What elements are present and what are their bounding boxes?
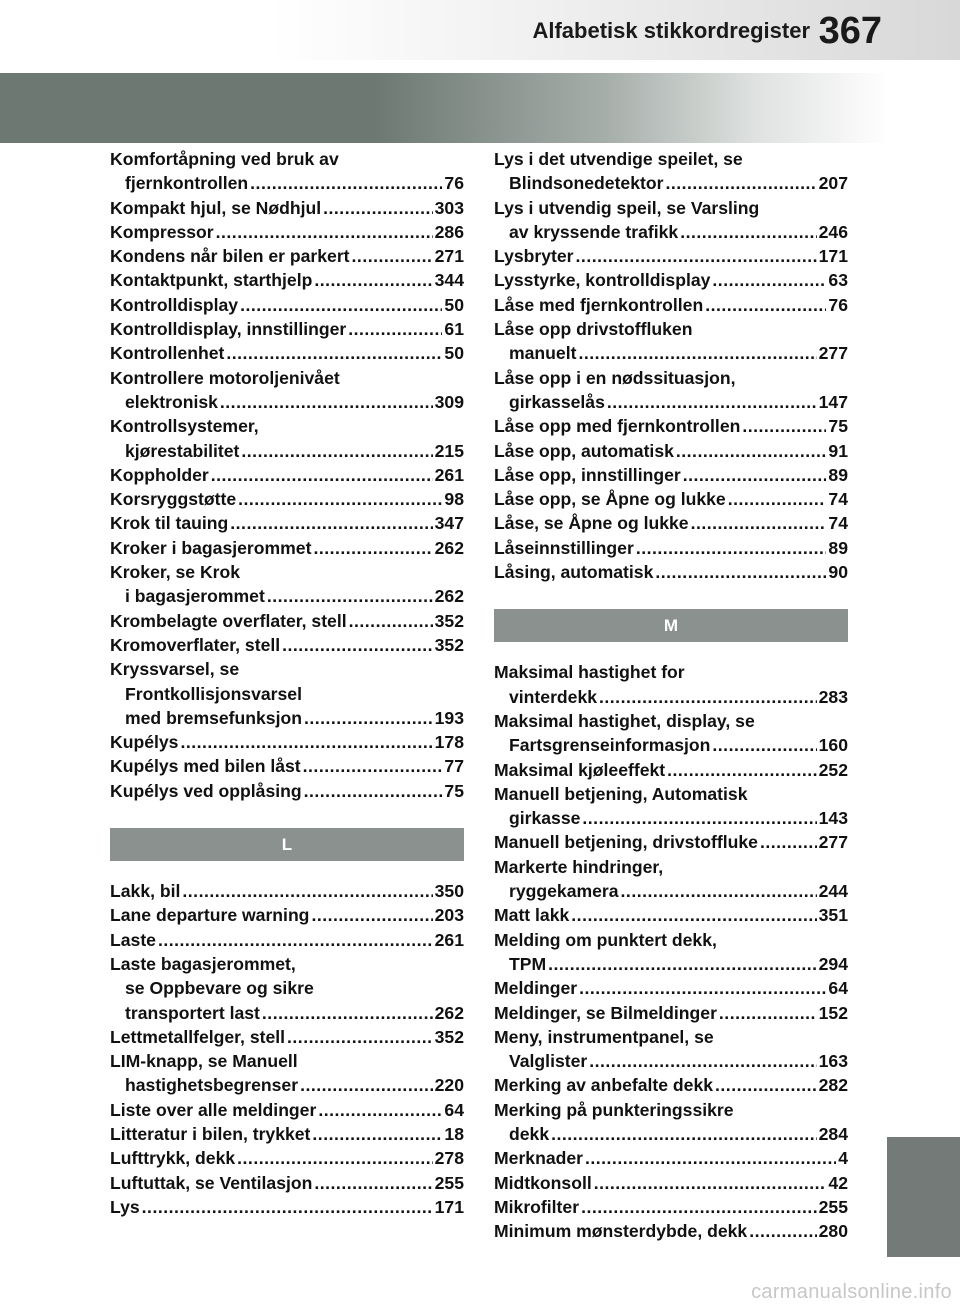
entry-text: av kryssende trafikk	[509, 221, 679, 242]
entry-text: Kontrolldisplay, innstillinger	[110, 319, 347, 340]
entry-page-number: 277	[818, 832, 848, 853]
dot-leader	[230, 511, 432, 535]
entry-page-number: 74	[828, 513, 848, 534]
index-entry	[494, 1001, 848, 1025]
entry-text: Merknader	[494, 1148, 583, 1169]
entry-text: Kroker, se Krok	[110, 562, 241, 583]
index-entry	[110, 220, 464, 244]
dot-leader	[691, 511, 827, 535]
entry-page-number: 352	[434, 1026, 464, 1047]
dot-leader	[589, 1049, 816, 1073]
entry-page-number: 75	[828, 416, 848, 437]
dot-leader	[180, 730, 432, 754]
index-entry	[110, 341, 464, 365]
entry-text: Låse, se Åpne og lukke	[494, 513, 689, 534]
dot-leader	[314, 1171, 432, 1195]
entry-page-number: 244	[818, 881, 848, 902]
dot-leader	[226, 341, 442, 365]
entry-text: Meny, instrumentpanel, se	[494, 1026, 714, 1047]
entry-page-number: 76	[444, 173, 464, 194]
index-entry	[110, 1171, 464, 1195]
dot-leader	[267, 584, 433, 608]
entry-page-number: 220	[434, 1075, 464, 1096]
entry-page-number: 282	[818, 1075, 848, 1096]
index-entry	[494, 903, 848, 927]
dot-leader	[728, 487, 827, 511]
entry-text: Låse opp, innstillinger	[494, 464, 681, 485]
dot-leader	[581, 1195, 817, 1219]
entry-text: Maksimal hastighet, display, se	[494, 710, 755, 731]
index-entry	[494, 1098, 848, 1147]
dot-leader	[582, 806, 816, 830]
index-entry	[494, 976, 848, 1000]
dot-leader	[312, 1122, 442, 1146]
index-entry	[494, 1195, 848, 1219]
dot-leader	[348, 317, 442, 341]
entry-text: Kontrollsystemer,	[110, 416, 259, 437]
dot-leader	[282, 633, 433, 657]
entry-page-number: 271	[434, 246, 464, 267]
dot-leader	[313, 536, 432, 560]
entry-page-number: 75	[444, 780, 464, 801]
section-header: L	[110, 828, 464, 861]
entry-page-number: 215	[434, 440, 464, 461]
entry-text: Kontaktpunkt, starthjelp	[110, 270, 313, 291]
entry-page-number: 64	[444, 1099, 464, 1120]
index-entry	[494, 1073, 848, 1097]
index-entry	[494, 1219, 848, 1243]
index-entry	[494, 1171, 848, 1195]
entry-text: Komfortåpning ved bruk av	[110, 149, 339, 169]
entry-page-number: 50	[444, 343, 464, 364]
entry-text: Laste bagasjerommet,	[110, 953, 296, 974]
entry-page-number: 203	[434, 905, 464, 926]
entry-text: hastighetsbegrenser	[125, 1075, 299, 1096]
dot-leader	[318, 1098, 442, 1122]
index-column-left	[110, 147, 464, 1219]
entry-page-number: 352	[434, 634, 464, 655]
entry-text: fjernkontrollen	[125, 173, 249, 194]
index-column-right	[494, 147, 848, 1243]
index-entry	[110, 609, 464, 633]
watermark: carmanualsonline.info	[751, 1281, 952, 1303]
entry-text: elektronisk	[125, 391, 218, 412]
dot-leader	[216, 220, 433, 244]
index-entry	[110, 1146, 464, 1170]
index-entry	[494, 855, 848, 904]
dot-leader	[220, 390, 433, 414]
entry-text: Kupélys ved opplåsing	[110, 780, 302, 801]
entry-text: Matt lakk	[494, 905, 570, 926]
entry-text: Kontrollere motoroljenivået	[110, 367, 340, 388]
entry-text: Meldinger	[494, 978, 578, 999]
entry-text: Krombelagte overflater, stell	[110, 610, 347, 631]
entry-page-number: 352	[434, 610, 464, 631]
entry-text: Låse opp i en nødssituasjon,	[494, 367, 736, 388]
dot-leader	[571, 903, 816, 927]
section-thumb-tab	[887, 1137, 960, 1257]
index-entry	[110, 414, 464, 463]
dot-leader	[551, 1122, 817, 1146]
entry-page-number: 98	[444, 489, 464, 510]
entry-text: Kontrolldisplay	[110, 294, 239, 315]
dot-leader	[323, 196, 433, 220]
entry-page-number: 90	[828, 562, 848, 583]
dot-leader	[142, 1195, 433, 1219]
entry-page-number: 91	[828, 440, 848, 461]
entry-page-number: 309	[434, 391, 464, 412]
dot-leader	[576, 244, 817, 268]
entry-text: Kromoverflater, stell	[110, 634, 281, 655]
entry-page-number: 160	[818, 735, 848, 756]
dot-leader	[636, 536, 827, 560]
dot-leader	[680, 220, 816, 244]
index-entry	[110, 903, 464, 927]
entry-page-number: 74	[828, 489, 848, 510]
entry-text: Låse opp, automatisk	[494, 440, 674, 461]
index-entry	[494, 487, 848, 511]
entry-text: Koppholder	[110, 464, 209, 485]
dot-leader	[667, 758, 817, 782]
entry-text: Lakk, bil	[110, 881, 181, 902]
index-entry	[110, 293, 464, 317]
entry-text: Kupélys	[110, 732, 179, 753]
dot-leader	[314, 268, 432, 292]
entry-text: Mikrofilter	[494, 1196, 580, 1217]
index-entry	[494, 782, 848, 831]
index-entry	[494, 928, 848, 977]
entry-page-number: 76	[828, 294, 848, 315]
dot-leader	[349, 609, 433, 633]
entry-text: Låseinnstillinger	[494, 537, 634, 558]
entry-page-number: 262	[434, 586, 464, 607]
entry-page-number: 18	[444, 1123, 464, 1144]
index-entry	[110, 317, 464, 341]
dot-leader	[579, 976, 826, 1000]
entry-page-number: 193	[434, 707, 464, 728]
index-entry	[494, 709, 848, 758]
dot-leader	[683, 463, 827, 487]
entry-text: Kompakt hjul, se Nødhjul	[110, 197, 322, 218]
dot-leader	[311, 903, 432, 927]
index-entry	[110, 952, 464, 1025]
dot-leader	[655, 560, 826, 584]
index-entry	[494, 414, 848, 438]
dot-leader	[237, 1146, 432, 1170]
dot-leader	[250, 171, 442, 195]
header-title: Alfabetisk stikkordregister	[532, 18, 810, 43]
index-entry	[494, 560, 848, 584]
entry-text: Kompressor	[110, 221, 214, 242]
dot-leader	[352, 244, 433, 268]
dot-leader	[262, 1001, 433, 1025]
header-banner	[0, 73, 890, 143]
entry-page-number: 284	[818, 1123, 848, 1144]
entry-text: Valglister	[509, 1051, 588, 1072]
dot-leader	[548, 952, 817, 976]
entry-text: Lys	[110, 1196, 140, 1217]
entry-text: Manuell betjening, Automatisk	[494, 783, 748, 804]
entry-text: Litteratur i bilen, trykket	[110, 1123, 311, 1144]
entry-page-number: 4	[838, 1148, 848, 1169]
entry-text: Merking på punkteringssikre	[494, 1099, 734, 1120]
dot-leader	[742, 414, 826, 438]
entry-text: Minimum mønsterdybde, dekk	[494, 1221, 748, 1242]
index-entry	[494, 1146, 848, 1170]
entry-page-number: 261	[434, 464, 464, 485]
dot-leader	[760, 830, 817, 854]
entry-page-number: 252	[818, 759, 848, 780]
index-entry	[494, 1025, 848, 1074]
entry-page-number: 50	[444, 294, 464, 315]
entry-page-number: 280	[818, 1221, 848, 1242]
index-entry	[110, 1098, 464, 1122]
index-entry	[110, 779, 464, 803]
index-entry	[110, 366, 464, 415]
index-entry	[110, 487, 464, 511]
entry-page-number: 255	[434, 1172, 464, 1193]
entry-text: Midtkonsoll	[494, 1172, 592, 1193]
entry-text: Kontrollenhet	[110, 343, 225, 364]
entry-text: Laste	[110, 929, 156, 950]
entry-text: Kryssvarsel, se	[110, 659, 240, 680]
entry-page-number: 277	[818, 343, 848, 364]
section-header: M	[494, 609, 848, 642]
index-entry	[110, 463, 464, 487]
index-entry	[494, 511, 848, 535]
dot-leader	[585, 1146, 836, 1170]
index-entry	[494, 366, 848, 415]
entry-text: Blindsonedetektor	[509, 173, 664, 194]
entry-page-number: 262	[434, 537, 464, 558]
entry-page-number: 278	[434, 1148, 464, 1169]
entry-text: Kondens når bilen er parkert	[110, 246, 350, 267]
entry-text: girkasselås	[509, 391, 605, 412]
entry-text: Maksimal kjøleeffekt	[494, 759, 666, 780]
entry-text: ryggekamera	[509, 881, 619, 902]
entry-page-number: 152	[818, 1002, 848, 1023]
entry-page-number: 171	[434, 1196, 464, 1217]
index-entry	[110, 730, 464, 754]
entry-text: Meldinger, se Bilmeldinger	[494, 1002, 717, 1023]
dot-leader	[182, 879, 432, 903]
entry-text: Lys i det utvendige speilet, se	[494, 149, 743, 169]
index-entry	[110, 244, 464, 268]
index-entry	[110, 536, 464, 560]
entry-page-number: 77	[444, 756, 464, 777]
entry-text: Lufttrykk, dekk	[110, 1148, 236, 1169]
index-entry	[110, 633, 464, 657]
entry-text: vinterdekk	[509, 686, 598, 707]
entry-text: Fartsgrenseinformasjon	[509, 735, 711, 756]
entry-page-number: 207	[818, 173, 848, 194]
index-entry	[110, 879, 464, 903]
index-entry	[110, 657, 464, 730]
index-entry	[494, 293, 848, 317]
entry-page-number: 350	[434, 881, 464, 902]
entry-text: transportert last	[125, 1002, 260, 1023]
index-entry	[494, 147, 848, 196]
page-number: 367	[818, 10, 882, 52]
index-entry	[110, 1195, 464, 1219]
index-entry	[494, 830, 848, 854]
entry-text: manuelt	[509, 343, 577, 364]
entry-text: med bremsefunksjon	[125, 707, 302, 728]
entry-text: Melding om punktert dekk,	[494, 929, 717, 950]
index-entry	[494, 244, 848, 268]
entry-text: Korsryggstøtte	[110, 489, 237, 510]
entry-text: Luftuttak, se Ventilasjon	[110, 1172, 313, 1193]
index-entry	[110, 196, 464, 220]
entry-text: Lettmetallfelger, stell	[110, 1026, 286, 1047]
entry-page-number: 42	[828, 1172, 848, 1193]
dot-leader	[158, 928, 433, 952]
entry-page-number: 351	[818, 905, 848, 926]
index-entry	[494, 196, 848, 245]
entry-page-number: 64	[828, 978, 848, 999]
index-entry	[494, 536, 848, 560]
dot-leader	[594, 1171, 827, 1195]
index-entry	[494, 758, 848, 782]
dot-leader	[304, 779, 443, 803]
entry-text: Maksimal hastighet for	[494, 662, 685, 683]
index-entry	[494, 463, 848, 487]
dot-leader	[240, 293, 442, 317]
index-entry	[110, 1025, 464, 1049]
index-entry	[110, 1049, 464, 1098]
dot-leader	[712, 733, 816, 757]
dot-leader	[715, 1073, 817, 1097]
entry-page-number: 143	[818, 808, 848, 829]
index-entry	[110, 147, 464, 196]
entry-page-number: 294	[818, 953, 848, 974]
entry-page-number: 171	[818, 246, 848, 267]
entry-page-number: 163	[818, 1051, 848, 1072]
entry-text: Låse med fjernkontrollen	[494, 294, 704, 315]
entry-page-number: 63	[828, 270, 848, 291]
dot-leader	[621, 879, 817, 903]
entry-page-number: 89	[828, 464, 848, 485]
entry-page-number: 89	[828, 537, 848, 558]
dot-leader	[665, 171, 816, 195]
index-entry	[494, 439, 848, 463]
entry-text: Låse opp, se Åpne og lukke	[494, 489, 726, 510]
dot-leader	[749, 1219, 816, 1243]
dot-leader	[287, 1025, 433, 1049]
entry-page-number: 344	[434, 270, 464, 291]
entry-text: Kroker i bagasjerommet	[110, 537, 312, 558]
entry-text: Kupélys med bilen låst	[110, 756, 301, 777]
entry-text: TPM	[509, 953, 547, 974]
index-entry	[110, 928, 464, 952]
entry-page-number: 178	[434, 732, 464, 753]
index-entry	[110, 511, 464, 535]
entry-text: Markerte hindringer,	[494, 856, 664, 877]
dot-leader	[211, 463, 433, 487]
entry-text: i bagasjerommet	[125, 586, 265, 607]
dot-leader	[712, 268, 826, 292]
entry-text: Lysbryter	[494, 246, 574, 267]
dot-leader	[303, 754, 443, 778]
dot-leader	[241, 439, 432, 463]
entry-text: Liste over alle meldinger	[110, 1099, 317, 1120]
entry-text: LIM-knapp, se Manuell	[110, 1051, 298, 1072]
dot-leader	[607, 390, 817, 414]
dot-leader	[300, 1073, 433, 1097]
entry-page-number: 262	[434, 1002, 464, 1023]
entry-text: Krok til tauing	[110, 513, 229, 534]
index-entry	[110, 268, 464, 292]
dot-leader	[705, 293, 826, 317]
dot-leader	[578, 341, 816, 365]
entry-text: Låse opp med fjernkontrollen	[494, 416, 741, 437]
index-entry	[110, 560, 464, 609]
index-entry	[494, 268, 848, 292]
entry-text: Lysstyrke, kontrolldisplay	[494, 270, 711, 291]
entry-text: Lane departure warning	[110, 905, 310, 926]
entry-page-number: 147	[818, 391, 848, 412]
entry-text: se Oppbevare og sikre	[125, 978, 314, 999]
entry-text: Låsing, automatisk	[494, 562, 654, 583]
entry-text: dekk	[509, 1123, 550, 1144]
entry-page-number: 261	[434, 929, 464, 950]
entry-page-number: 246	[818, 221, 848, 242]
entry-page-number: 255	[818, 1196, 848, 1217]
dot-leader	[304, 706, 433, 730]
index-entry	[494, 660, 848, 709]
entry-text: Lys i utvendig speil, se Varsling	[494, 197, 760, 218]
entry-text: Manuell betjening, drivstoffluke	[494, 832, 758, 853]
entry-text: Låse opp drivstoffluken	[494, 319, 693, 340]
entry-page-number: 283	[818, 686, 848, 707]
index-entry	[110, 1122, 464, 1146]
top-header-bar	[0, 0, 960, 60]
index-entry	[494, 317, 848, 366]
entry-page-number: 303	[434, 197, 464, 218]
index-entry	[110, 754, 464, 778]
dot-leader	[238, 487, 442, 511]
entry-text: girkasse	[509, 808, 581, 829]
entry-page-number: 286	[434, 221, 464, 242]
entry-text: kjørestabilitet	[125, 440, 240, 461]
dot-leader	[599, 685, 817, 709]
entry-text: Merking av anbefalte dekk	[494, 1075, 714, 1096]
entry-page-number: 61	[444, 319, 464, 340]
entry-page-number: 347	[434, 513, 464, 534]
entry-text: Frontkollisjonsvarsel	[125, 683, 302, 704]
dot-leader	[676, 439, 827, 463]
dot-leader	[719, 1001, 817, 1025]
